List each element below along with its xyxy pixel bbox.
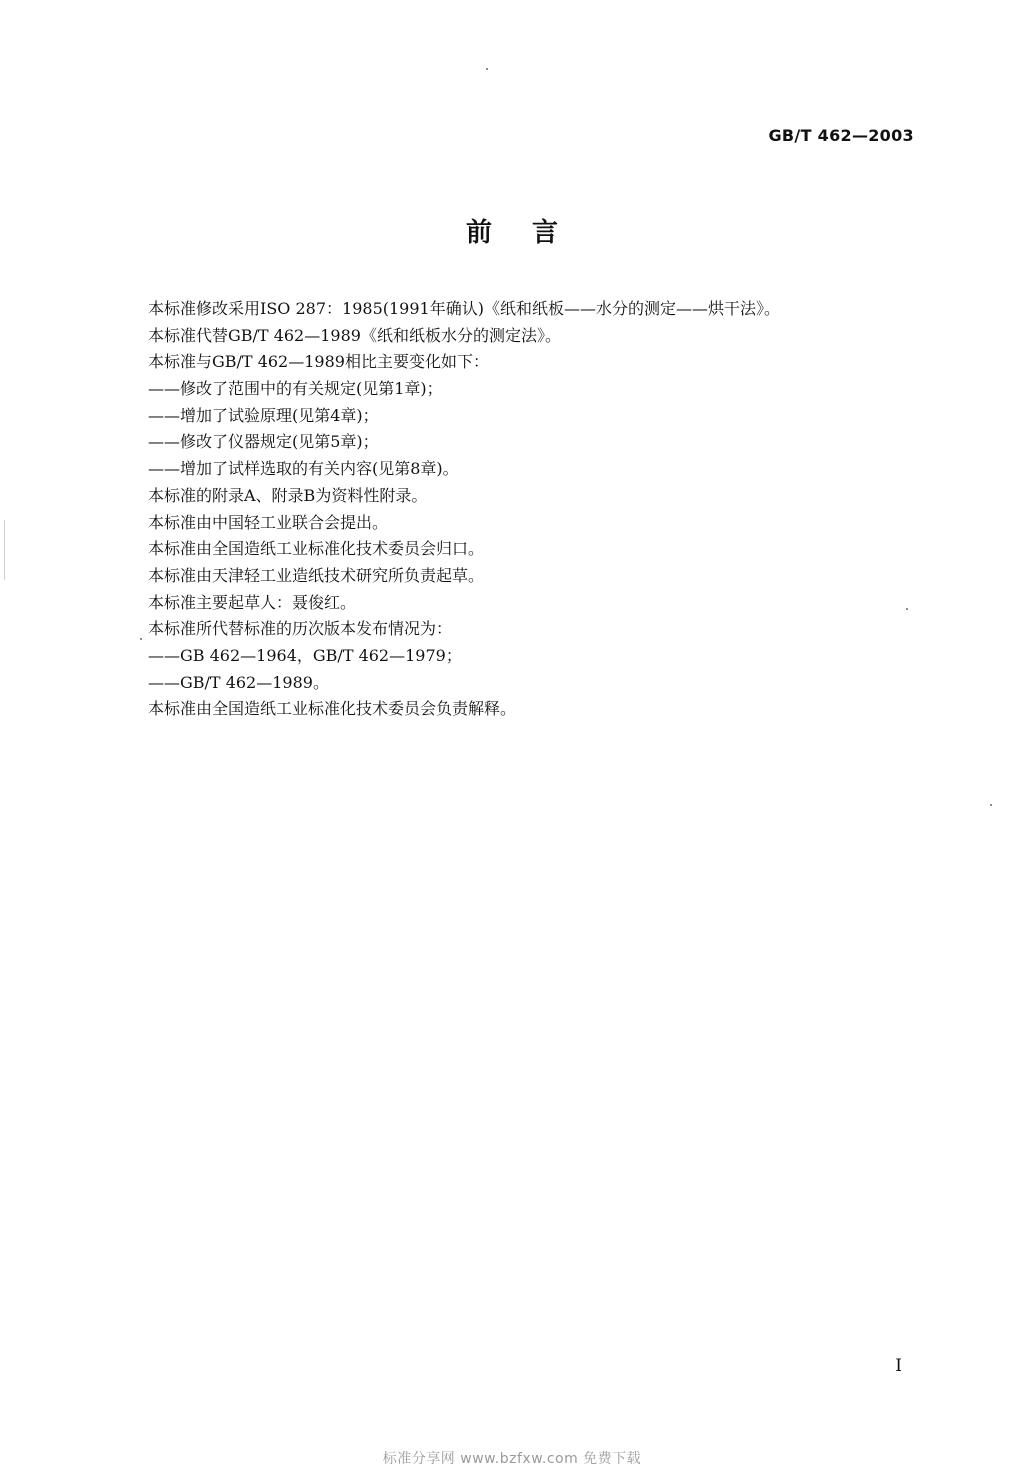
paragraph: 本标准主要起草人：聂俊红。 bbox=[148, 592, 357, 612]
paragraph: 本标准与GB/T 462—1989相比主要变化如下： bbox=[148, 352, 489, 372]
paragraph: 本标准由全国造纸工业标准化技术委员会归口。 bbox=[148, 539, 485, 559]
paragraph: 本标准由全国造纸工业标准化技术委员会负责解释。 bbox=[148, 699, 517, 719]
document-code: GB/T 462—2003 bbox=[768, 126, 914, 145]
scan-speck bbox=[140, 638, 142, 640]
list-item: ——增加了试样选取的有关内容(见第8章)。 bbox=[148, 459, 459, 479]
list-item: ——GB 462—1964，GB/T 462—1979； bbox=[148, 645, 462, 665]
paragraph: 本标准由中国轻工业联合会提出。 bbox=[148, 512, 389, 532]
scan-speck bbox=[486, 68, 488, 70]
list-item: ——GB/T 462—1989。 bbox=[148, 672, 329, 692]
paragraph: 本标准的附录A、附录B为资料性附录。 bbox=[148, 485, 428, 505]
paragraph: 本标准由天津轻工业造纸技术研究所负责起草。 bbox=[148, 565, 485, 585]
list-item: ——增加了试验原理(见第4章)； bbox=[148, 405, 379, 425]
page-number: I bbox=[895, 1356, 902, 1376]
list-item: ——修改了仪器规定(见第5章)； bbox=[148, 432, 379, 452]
list-item: ——修改了范围中的有关规定(见第1章)； bbox=[148, 379, 443, 399]
paragraph: 本标准所代替标准的历次版本发布情况为： bbox=[148, 619, 453, 639]
watermark: 标准分享网 www.bzfxw.com 免费下载 bbox=[382, 1451, 642, 1467]
page-title: 前言 bbox=[465, 218, 598, 248]
scan-speck bbox=[990, 804, 992, 806]
paragraph: 本标准代替GB/T 462—1989《纸和纸板水分的测定法》。 bbox=[148, 325, 561, 345]
foreword-body bbox=[148, 296, 908, 723]
scan-margin-mark bbox=[4, 520, 5, 580]
paragraph: 本标准修改采用ISO 287：1985(1991年确认)《纸和纸板——水分的测定——烘干法》。 bbox=[148, 299, 780, 318]
